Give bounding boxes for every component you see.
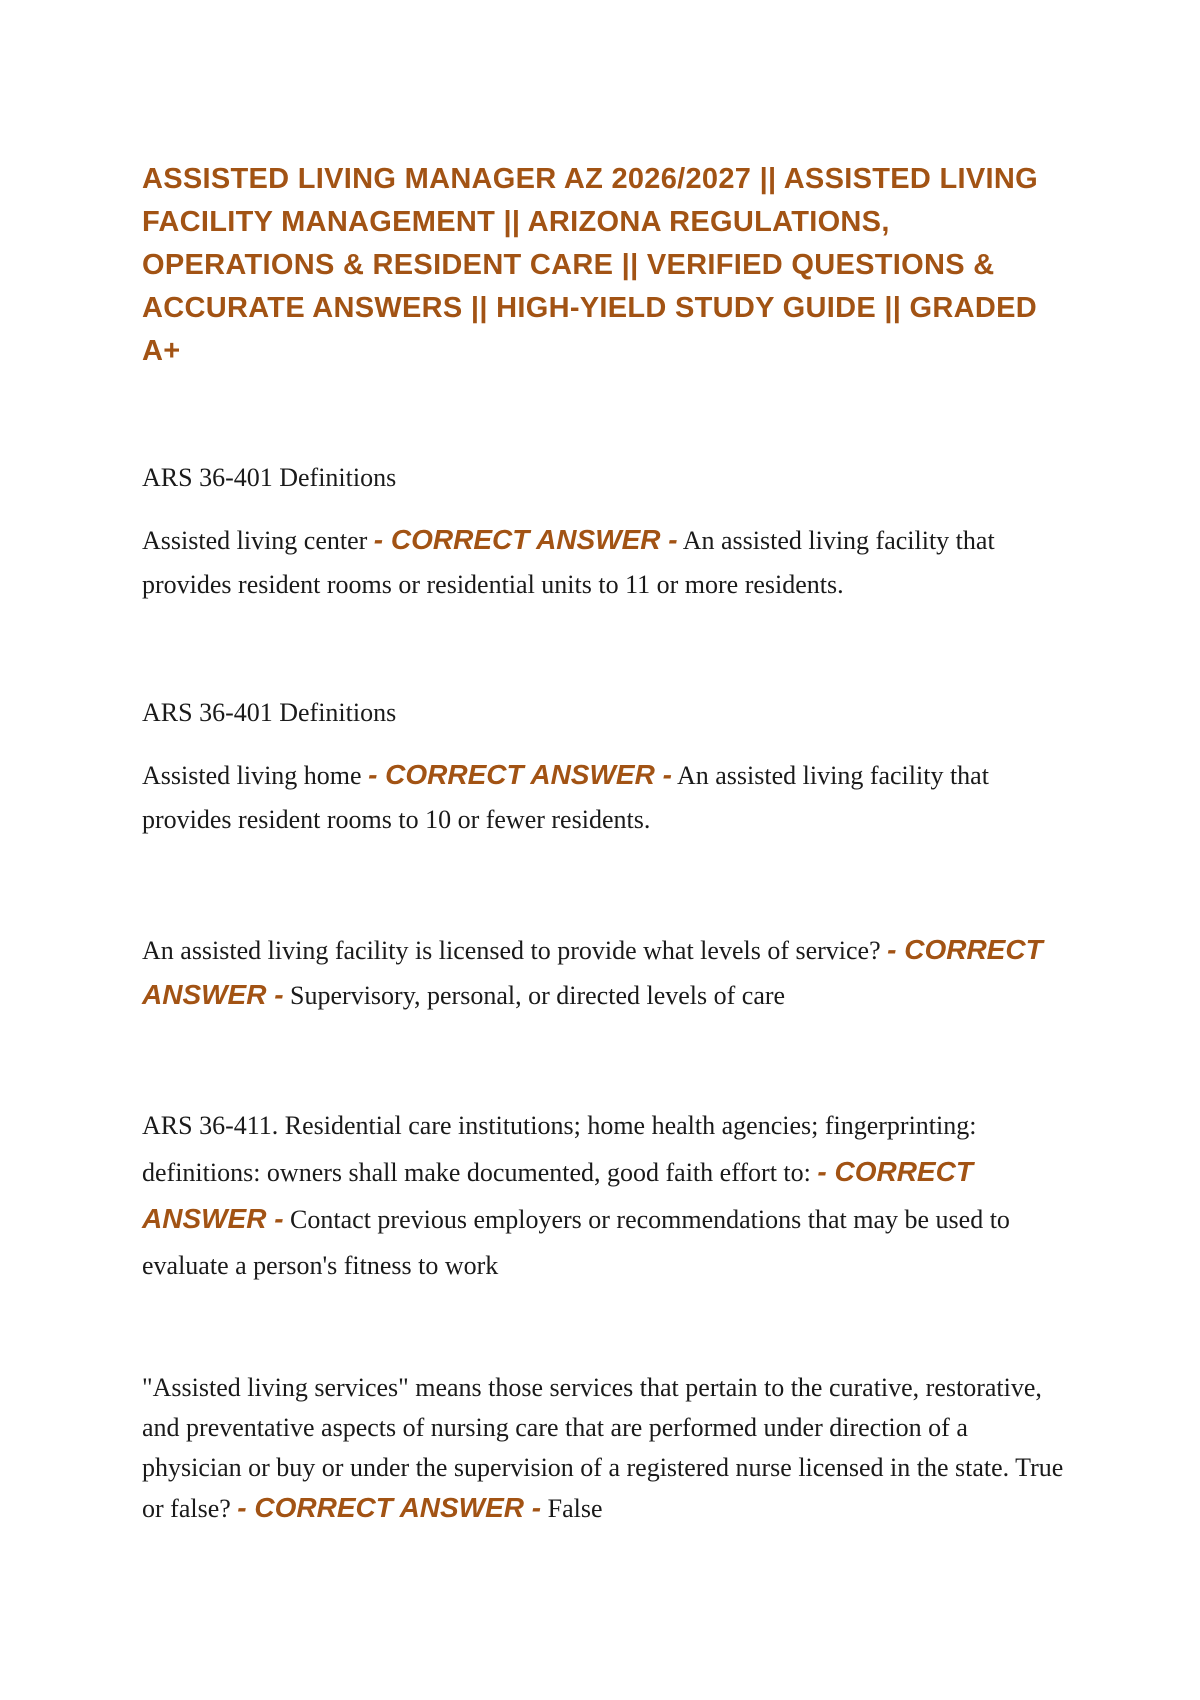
correct-answer-marker: - CORRECT ANSWER - xyxy=(142,934,1043,1010)
document-title: ASSISTED LIVING MANAGER AZ 2026/2027 || ASSISTED LIVING FACILITY MANAGEMENT || ARIZONA REGULATIONS, OPERATIONS & RESIDENT CARE || VERIFIED QUESTIONS & ACCURATE ANSWERS || HIGH-YIELD STUDY GUIDE || GRADED A+ xyxy=(142,163,1038,367)
answer-text: An assisted living facility that provides resident rooms or residential units to 11 or more residents. xyxy=(142,526,995,599)
entry-heading: ARS 36-401 Definitions xyxy=(142,698,397,727)
question-text: Assisted living home xyxy=(142,761,362,790)
answer-text: An assisted living facility that provides resident rooms to 10 or fewer residents. xyxy=(142,761,989,834)
qa-text xyxy=(142,1368,1072,1529)
qa-entry xyxy=(142,1368,1072,1529)
question-text: "Assisted living services" means those services that pertain to the curative, restorative, and preventative aspects of nursing care that are performed under direction of a physician or buy or under the supervision of a registered nurse licensed in the state. True or false? xyxy=(142,1373,1064,1523)
answer-text: Supervisory, personal, or directed levels of care xyxy=(290,981,786,1010)
qa-entry xyxy=(142,928,1072,1018)
answer-text: False xyxy=(547,1494,603,1523)
title-block xyxy=(142,158,1072,373)
correct-answer-marker: - CORRECT ANSWER - xyxy=(373,524,678,555)
answer-text: Contact previous employers or recommendations that may be used to evaluate a person's fitness to work xyxy=(142,1205,1010,1280)
qa-entry xyxy=(142,693,1072,842)
correct-answer-marker: - CORRECT ANSWER - xyxy=(237,1492,542,1523)
question-text: ARS 36-411. Residential care institutions; home health agencies; fingerprinting: definitions: owners shall make documented, good faith effort to: xyxy=(142,1111,977,1187)
entry-heading: ARS 36-401 Definitions xyxy=(142,463,397,492)
question-text: Assisted living center xyxy=(142,526,368,555)
correct-answer-marker: - CORRECT ANSWER - xyxy=(142,1156,973,1234)
correct-answer-marker: - CORRECT ANSWER - xyxy=(368,759,672,790)
qa-text xyxy=(142,518,1072,607)
qa-text xyxy=(142,928,1072,1018)
qa-entry xyxy=(142,1103,1072,1289)
qa-text xyxy=(142,753,1072,842)
qa-entry xyxy=(142,458,1072,607)
qa-text xyxy=(142,1103,1072,1289)
question-text: An assisted living facility is licensed to provide what levels of service? xyxy=(142,936,881,965)
